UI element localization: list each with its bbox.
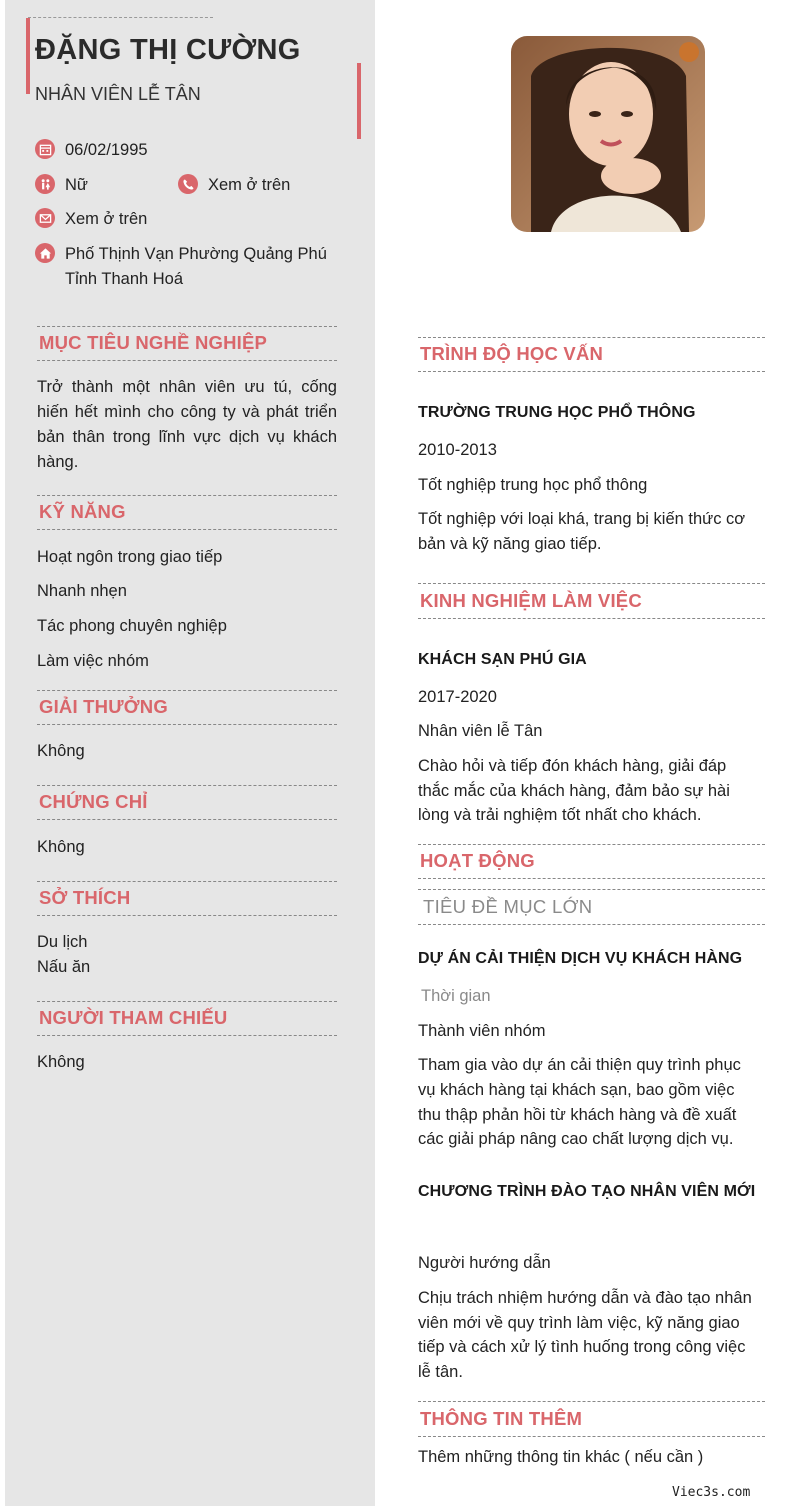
project-desc-line: vụ khách hàng tại khách sạn, bao gồm việc: [418, 1081, 735, 1099]
experience-title: KINH NGHIỆM LÀM VIỆC: [420, 590, 642, 611]
skill-item: Hoạt ngôn trong giao tiếp: [37, 548, 223, 566]
divider: [37, 326, 337, 327]
education-desc-line: bản và kỹ năng giao tiếp.: [418, 535, 602, 553]
project-title: DỰ ÁN CẢI THIỆN DỊCH VỤ KHÁCH HÀNG: [418, 950, 743, 967]
divider: [37, 819, 337, 820]
education-desc-line: Tốt nghiệp với loại khá, trang bị kiến thức cơ: [418, 510, 746, 528]
home-icon: [35, 243, 55, 263]
skill-item: Làm việc nhóm: [37, 652, 149, 670]
hobby-item: Du lịch: [37, 933, 88, 951]
name-divider: [28, 17, 213, 18]
divider: [37, 360, 337, 361]
divider: [37, 1001, 337, 1002]
candidate-name: ĐẶNG THỊ CƯỜNG: [35, 34, 301, 66]
project-desc-line: lễ tân.: [418, 1363, 463, 1381]
project-desc-line: các giải pháp nâng cao chất lượng dịch vụ.: [418, 1130, 734, 1148]
divider: [418, 924, 765, 925]
project-time: Thời gian: [421, 987, 491, 1005]
gender-icon: [35, 174, 55, 194]
objective-title: MỤC TIÊU NGHỀ NGHIỆP: [39, 332, 268, 353]
experience-desc-line: thắc mắc của khách hàng, đảm bảo sự hài: [418, 782, 730, 800]
awards-text: Không: [37, 742, 85, 760]
school-name: TRƯỜNG TRUNG HỌC PHỔ THÔNG: [418, 404, 696, 421]
divider: [37, 495, 337, 496]
objective-text: Trở thành một nhân viên ưu tú, cống hiến hết mình cho công ty và phát triển bản thân trong lĩnh vực dịch vụ khách hàng.: [37, 378, 337, 471]
divider: [37, 1035, 337, 1036]
project-role: Thành viên nhóm: [418, 1022, 546, 1040]
name-accent-bar-right: [357, 63, 361, 139]
references-title: NGƯỜI THAM CHIẾU: [39, 1007, 228, 1028]
divider: [37, 915, 337, 916]
project-role: Người hướng dẫn: [418, 1254, 551, 1272]
education-period: 2010-2013: [418, 441, 497, 459]
certificates-text: Không: [37, 838, 85, 856]
extra-text: Thêm những thông tin khác ( nếu cần ): [418, 1448, 704, 1466]
name-accent-bar-left: [26, 18, 30, 94]
project-desc-line: tiếp và cách xử lý tình huống trong công việc: [418, 1338, 746, 1356]
education-title: TRÌNH ĐỘ HỌC VẤN: [420, 343, 604, 364]
divider: [37, 724, 337, 725]
project-desc-line: viên mới về quy trình làm việc, kỹ năng giao: [418, 1314, 740, 1332]
experience-desc-line: Chào hỏi và tiếp đón khách hàng, giải đáp: [418, 757, 727, 775]
hobbies-title: SỞ THÍCH: [39, 887, 131, 908]
gender-text: Nữ: [65, 176, 88, 194]
experience-period: 2017-2020: [418, 688, 497, 706]
candidate-position: NHÂN VIÊN LỄ TÂN: [35, 84, 201, 104]
phone-icon: [178, 174, 198, 194]
company-name: KHÁCH SẠN PHÚ GIA: [418, 651, 587, 668]
project-desc-line: thu thập phản hồi từ khách hàng và đề xuất: [418, 1106, 737, 1124]
experience-role: Nhân viên lễ Tân: [418, 722, 543, 740]
divider: [418, 844, 765, 845]
calendar-icon: [35, 139, 55, 159]
divider: [418, 1401, 765, 1402]
divider: [37, 785, 337, 786]
activities-title: HOẠT ĐỘNG: [420, 850, 535, 871]
address-line-1: Phố Thịnh Vạn Phường Quảng Phú: [65, 245, 327, 263]
address-line-2: Tỉnh Thanh Hoá: [65, 270, 184, 288]
divider: [418, 1436, 765, 1437]
project-title: CHƯƠNG TRÌNH ĐÀO TẠO NHÂN VIÊN MỚI: [418, 1183, 756, 1200]
education-degree: Tốt nghiệp trung học phổ thông: [418, 476, 648, 494]
experience-desc-line: lòng và trải nghiệm tốt nhất cho khách.: [418, 806, 702, 824]
hobby-item: Nấu ăn: [37, 958, 91, 976]
birthday-text: 06/02/1995: [65, 141, 148, 159]
divider: [37, 690, 337, 691]
email-icon: [35, 208, 55, 228]
certificates-title: CHỨNG CHỈ: [39, 791, 148, 812]
divider: [37, 881, 337, 882]
watermark: Viec3s.com: [672, 1485, 751, 1500]
project-desc-line: Tham gia vào dự án cải thiện quy trình phục: [418, 1056, 741, 1074]
project-desc-line: Chịu trách nhiệm hướng dẫn và đào tạo nhân: [418, 1289, 752, 1307]
divider: [418, 878, 765, 879]
phone-text: Xem ở trên: [208, 176, 291, 194]
activities-subtitle: TIÊU ĐỀ MỤC LỚN: [423, 896, 593, 917]
divider: [418, 371, 765, 372]
divider: [418, 889, 765, 890]
skills-title: KỸ NĂNG: [39, 501, 126, 522]
skill-item: Tác phong chuyên nghiệp: [37, 617, 227, 635]
email-text: Xem ở trên: [65, 210, 148, 228]
profile-photo: [511, 36, 705, 232]
divider: [418, 618, 765, 619]
awards-title: GIẢI THƯỞNG: [39, 696, 168, 717]
divider: [418, 337, 765, 338]
extra-title: THÔNG TIN THÊM: [420, 1408, 583, 1429]
skill-item: Nhanh nhẹn: [37, 582, 127, 600]
divider: [37, 529, 337, 530]
references-text: Không: [37, 1053, 85, 1071]
divider: [418, 583, 765, 584]
